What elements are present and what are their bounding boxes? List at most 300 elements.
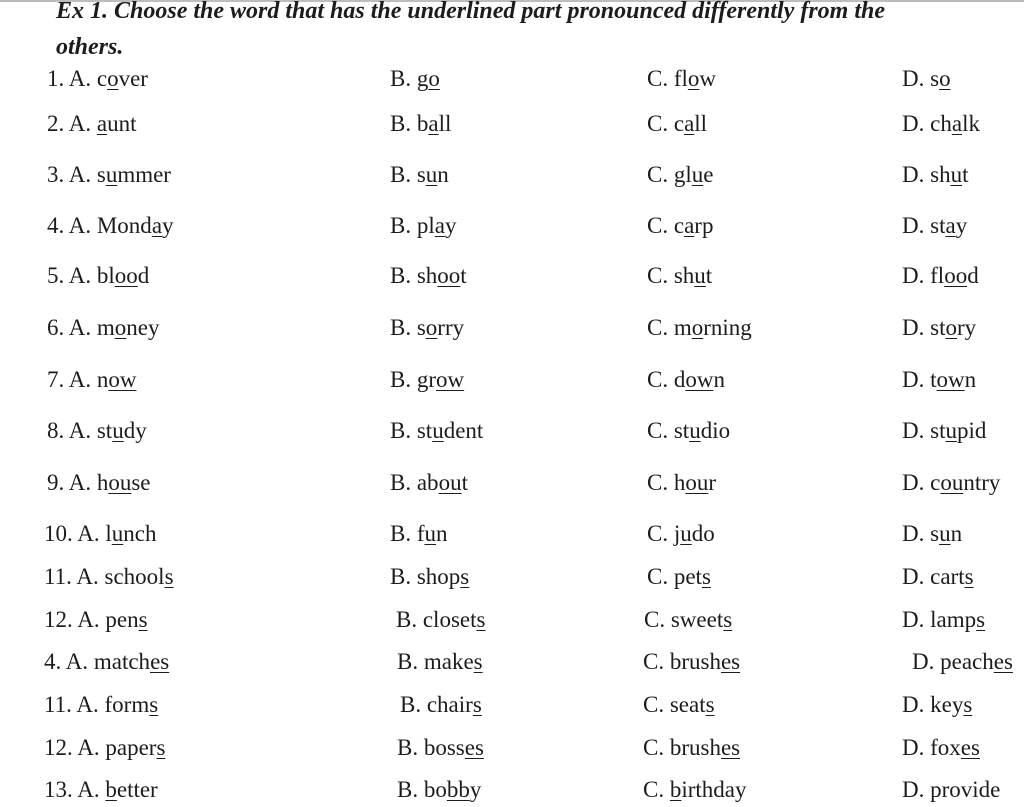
underlined-part: s	[701, 564, 711, 589]
option-b	[390, 414, 483, 448]
option-b	[390, 517, 448, 551]
option-b	[390, 158, 449, 192]
option-letter: B.	[390, 564, 412, 589]
word-part: e	[703, 162, 714, 187]
word-part: ch	[930, 111, 952, 136]
word-part: fox	[930, 735, 961, 760]
underlined-part: u	[424, 521, 437, 546]
option-d	[902, 414, 986, 448]
option-letter: B.	[390, 470, 412, 495]
option-letter: C.	[643, 692, 665, 717]
word-part: st	[673, 418, 690, 443]
word-part: nch	[123, 521, 157, 546]
option-letter: C.	[643, 649, 665, 674]
question-number: 5.	[47, 263, 65, 288]
option-a	[44, 731, 165, 765]
option-d	[902, 259, 979, 293]
word-part: t	[930, 367, 937, 392]
option-b	[390, 363, 464, 397]
question-number: 7.	[47, 367, 65, 392]
option-a	[47, 107, 136, 141]
option-letter: C.	[647, 367, 669, 392]
option-letter: A.	[68, 367, 92, 392]
option-d	[902, 517, 962, 551]
option-c	[647, 466, 716, 500]
underlined-part: s	[460, 564, 470, 589]
word-part: g	[416, 66, 429, 91]
word-part: ll	[438, 111, 452, 136]
word-part: form	[104, 692, 150, 717]
option-letter: D.	[902, 315, 925, 340]
option-letter: B.	[390, 66, 412, 91]
underlined-part: o	[428, 66, 440, 91]
option-letter: C.	[647, 162, 669, 187]
underlined-part: o	[945, 315, 957, 340]
word-part: d	[137, 263, 150, 288]
word-part: n	[950, 521, 963, 546]
option-letter: A.	[77, 521, 100, 546]
question-row	[0, 731, 1024, 765]
word-part: y	[162, 213, 174, 238]
option-letter: C.	[647, 564, 669, 589]
option-letter: D.	[902, 66, 925, 91]
option-c	[647, 259, 712, 293]
exercise-title-continued: others.	[56, 34, 124, 60]
word-part: rp	[694, 213, 714, 238]
word-part: w	[699, 66, 717, 91]
question-number: 2.	[47, 111, 65, 136]
word-part: etter	[116, 777, 158, 802]
option-c	[643, 688, 715, 722]
underlined-part: u	[950, 162, 963, 187]
option-d	[902, 107, 980, 141]
word-part: ry	[956, 315, 977, 340]
word-part: s	[96, 162, 106, 187]
underlined-part: s	[705, 692, 715, 717]
option-letter: A.	[65, 649, 89, 674]
word-part: lk	[962, 111, 980, 136]
word-part: s	[416, 315, 426, 340]
word-part: sh	[930, 162, 951, 187]
word-part: ver	[118, 66, 148, 91]
question-number: 3.	[47, 162, 65, 187]
word-part: c	[673, 111, 685, 136]
underlined-part: u	[112, 418, 124, 443]
question-number: 11.	[44, 692, 72, 717]
word-part: brush	[669, 649, 721, 674]
option-letter: A.	[76, 564, 99, 589]
underlined-part: es	[720, 649, 741, 674]
word-part: mmer	[117, 162, 171, 187]
option-d	[902, 688, 972, 722]
word-part: l	[105, 521, 112, 546]
word-part: ab	[416, 470, 439, 495]
option-letter: C.	[644, 607, 666, 632]
word-part: rry	[437, 315, 465, 340]
option-letter: D.	[902, 564, 925, 589]
option-letter: A.	[68, 162, 92, 187]
option-b	[397, 645, 483, 679]
underlined-part: ou	[940, 470, 964, 495]
underlined-part: b	[669, 777, 682, 802]
word-part: y	[444, 213, 457, 238]
option-letter: B.	[390, 111, 412, 136]
question-row	[0, 311, 1024, 345]
option-letter: D.	[902, 470, 925, 495]
question-number: 4.	[47, 213, 65, 238]
option-letter: B.	[397, 649, 419, 674]
option-a	[44, 517, 156, 551]
word-part: h	[96, 470, 109, 495]
question-row	[0, 560, 1024, 594]
underlined-part: s	[164, 564, 174, 589]
word-part: do	[691, 521, 715, 546]
option-b	[390, 259, 467, 293]
question-number: 11.	[44, 564, 72, 589]
word-part: pl	[416, 213, 435, 238]
option-a	[44, 560, 174, 594]
underlined-part: b	[105, 777, 117, 802]
option-letter: B.	[390, 162, 412, 187]
question-row	[0, 517, 1024, 551]
word-part: y	[955, 213, 968, 238]
question-row	[0, 603, 1024, 637]
word-part: chair	[426, 692, 473, 717]
underlined-part: a	[151, 213, 163, 238]
option-letter: C.	[647, 315, 669, 340]
option-letter: C.	[647, 213, 669, 238]
underlined-part: s	[473, 649, 483, 674]
word-part: gl	[673, 162, 692, 187]
underlined-part: u	[680, 521, 692, 546]
option-a	[47, 363, 136, 397]
underlined-part: u	[694, 263, 706, 288]
option-letter: B.	[390, 418, 412, 443]
word-part: n	[964, 367, 977, 392]
underlined-part: s	[149, 692, 159, 717]
word-part: c	[96, 66, 108, 91]
option-letter: C.	[643, 735, 665, 760]
option-a	[44, 773, 158, 807]
option-b	[390, 62, 440, 96]
word-part: y	[469, 777, 482, 802]
word-part: se	[131, 470, 151, 495]
underlined-part: u	[689, 418, 701, 443]
question-number: 1.	[47, 66, 65, 91]
option-letter: A.	[68, 418, 92, 443]
option-d	[902, 603, 985, 637]
option-letter: B.	[397, 777, 419, 802]
underlined-part: es	[720, 735, 741, 760]
word-part: Mond	[96, 213, 152, 238]
underlined-part: es	[464, 735, 484, 760]
word-part: ney	[126, 315, 160, 340]
option-b	[397, 773, 481, 807]
option-c	[647, 158, 713, 192]
question-row	[0, 62, 1024, 96]
option-d	[902, 731, 980, 765]
underlined-part: oo	[944, 263, 968, 288]
word-part: sweet	[670, 607, 724, 632]
option-c	[644, 603, 732, 637]
option-letter: D.	[902, 111, 925, 136]
word-part: irthday	[681, 777, 747, 802]
option-letter: B.	[390, 213, 412, 238]
option-c	[647, 311, 752, 345]
word-part: seat	[669, 692, 706, 717]
option-letter: A.	[77, 607, 100, 632]
option-c	[647, 414, 730, 448]
question-row	[0, 259, 1024, 293]
underlined-part: s	[138, 607, 148, 632]
option-letter: A.	[68, 315, 92, 340]
option-b	[390, 107, 451, 141]
underlined-part: u	[691, 162, 704, 187]
option-a	[47, 209, 174, 243]
question-number: 13.	[44, 777, 73, 802]
option-letter: A.	[68, 263, 92, 288]
question-number: 8.	[47, 418, 65, 443]
word-part: n	[713, 367, 725, 392]
word-part: s	[930, 521, 940, 546]
word-part: m	[96, 315, 115, 340]
option-a	[47, 414, 147, 448]
option-letter: D.	[902, 367, 925, 392]
word-part: fl	[673, 66, 688, 91]
word-part: t	[461, 470, 468, 495]
underlined-part: es	[960, 735, 980, 760]
underlined-part: o	[425, 315, 438, 340]
word-part: brush	[669, 735, 721, 760]
option-letter: A.	[76, 692, 99, 717]
question-row	[0, 414, 1024, 448]
word-part: n	[96, 367, 109, 392]
option-c	[647, 107, 707, 141]
option-d	[902, 62, 951, 96]
word-part: b	[416, 111, 429, 136]
option-a	[44, 645, 169, 679]
option-letter: B.	[400, 692, 422, 717]
underlined-part: a	[434, 213, 445, 238]
word-part: st	[930, 213, 946, 238]
underlined-part: a	[684, 111, 695, 136]
word-part: c	[930, 470, 941, 495]
option-letter: C.	[647, 66, 669, 91]
question-row	[0, 158, 1024, 192]
underlined-part: oo	[114, 263, 138, 288]
option-letter: C.	[647, 470, 669, 495]
underlined-part: u	[111, 521, 124, 546]
word-part: lamp	[930, 607, 977, 632]
question-row	[0, 466, 1024, 500]
underlined-part: ow	[108, 367, 137, 392]
underlined-part: s	[963, 692, 973, 717]
option-letter: C.	[647, 263, 669, 288]
underlined-part: o	[107, 66, 119, 91]
underlined-part: s	[976, 607, 986, 632]
underlined-part: o	[114, 315, 127, 340]
word-part: dy	[123, 418, 147, 443]
word-part: provide	[930, 777, 1001, 802]
word-part: shop	[416, 564, 461, 589]
underlined-part: u	[105, 162, 118, 187]
option-d	[902, 773, 1000, 807]
word-part: ll	[694, 111, 708, 136]
option-letter: B.	[396, 607, 418, 632]
question-number: 12.	[44, 607, 73, 632]
option-letter: B.	[390, 315, 412, 340]
word-part: pid	[956, 418, 987, 443]
word-part: st	[930, 315, 946, 340]
word-part: bl	[96, 263, 115, 288]
option-letter: B.	[390, 367, 412, 392]
option-letter: D.	[902, 418, 925, 443]
underlined-part: ow	[685, 367, 714, 392]
word-part: boss	[423, 735, 465, 760]
option-d	[902, 363, 976, 397]
option-b	[390, 466, 468, 500]
option-b	[400, 688, 482, 722]
option-c	[643, 773, 747, 807]
option-c	[647, 517, 715, 551]
underlined-part: bb	[446, 777, 470, 802]
option-a	[47, 466, 151, 500]
underlined-part: s	[723, 607, 733, 632]
word-part: n	[437, 162, 449, 187]
word-part: bo	[423, 777, 447, 802]
word-part: n	[436, 521, 448, 546]
option-letter: A.	[68, 470, 92, 495]
underlined-part: u	[432, 418, 444, 443]
option-letter: D.	[912, 649, 935, 674]
underlined-part: a	[428, 111, 439, 136]
option-d	[902, 311, 976, 345]
underlined-part: o	[691, 315, 704, 340]
option-letter: A.	[68, 66, 92, 91]
word-part: st	[930, 418, 946, 443]
underlined-part: a	[945, 213, 956, 238]
option-d	[902, 158, 968, 192]
option-c	[643, 645, 740, 679]
option-d	[912, 645, 1013, 679]
option-c	[647, 363, 725, 397]
option-letter: D.	[902, 521, 925, 546]
option-a	[47, 62, 148, 96]
word-part: s	[416, 162, 426, 187]
option-b	[397, 731, 484, 765]
word-part: j	[673, 521, 681, 546]
word-part: d	[673, 367, 686, 392]
underlined-part: ow	[936, 367, 965, 392]
option-c	[647, 209, 713, 243]
option-letter: D.	[902, 735, 925, 760]
underlined-part: a	[684, 213, 695, 238]
underlined-part: ou	[108, 470, 132, 495]
underlined-part: s	[476, 607, 486, 632]
option-d	[902, 209, 967, 243]
underlined-part: s	[964, 564, 974, 589]
underlined-part: u	[939, 521, 951, 546]
question-number: 9.	[47, 470, 65, 495]
option-letter: C.	[647, 521, 669, 546]
word-part: paper	[105, 735, 157, 760]
option-letter: A.	[68, 213, 92, 238]
underlined-part: u	[945, 418, 957, 443]
question-number: 10.	[44, 521, 73, 546]
word-part: d	[967, 263, 979, 288]
word-part: c	[673, 213, 685, 238]
option-letter: C.	[643, 777, 665, 802]
word-part: cart	[930, 564, 965, 589]
word-part: pet	[673, 564, 702, 589]
question-row	[0, 209, 1024, 243]
option-letter: D.	[902, 213, 925, 238]
word-part: dent	[443, 418, 484, 443]
word-part: h	[673, 470, 686, 495]
option-a	[44, 603, 148, 637]
word-part: r	[708, 470, 717, 495]
word-part: ntry	[963, 470, 1001, 495]
option-letter: C.	[647, 111, 669, 136]
word-part: rning	[703, 315, 752, 340]
word-part: sh	[416, 263, 438, 288]
word-part: key	[930, 692, 964, 717]
word-part: t	[460, 263, 467, 288]
option-letter: D.	[902, 607, 925, 632]
option-a	[47, 158, 171, 192]
option-letter: B.	[390, 521, 412, 546]
word-part: f	[416, 521, 425, 546]
option-letter: A.	[77, 777, 100, 802]
question-number: 4.	[44, 649, 62, 674]
option-b	[390, 560, 469, 594]
option-a	[47, 259, 149, 293]
word-part: peach	[940, 649, 994, 674]
option-c	[643, 731, 740, 765]
word-part: m	[673, 315, 692, 340]
option-letter: D.	[902, 692, 925, 717]
underlined-part: o	[939, 66, 951, 91]
option-letter: D.	[902, 263, 925, 288]
underlined-part: oo	[437, 263, 461, 288]
option-d	[902, 560, 974, 594]
option-b	[396, 603, 485, 637]
word-part: pen	[105, 607, 139, 632]
option-letter: A.	[68, 111, 92, 136]
word-part: match	[93, 649, 151, 674]
word-part: fl	[930, 263, 945, 288]
underlined-part: u	[425, 162, 438, 187]
option-a	[44, 688, 158, 722]
question-number: 6.	[47, 315, 65, 340]
option-letter: B.	[397, 735, 419, 760]
word-part: dio	[700, 418, 731, 443]
word-part: school	[104, 564, 165, 589]
word-part: sh	[673, 263, 695, 288]
underlined-part: ou	[438, 470, 462, 495]
word-part: st	[416, 418, 433, 443]
word-part: gr	[416, 367, 437, 392]
question-row	[0, 688, 1024, 722]
option-c	[647, 560, 711, 594]
question-row	[0, 773, 1024, 807]
underlined-part: a	[951, 111, 963, 136]
question-row	[0, 107, 1024, 141]
word-part: t	[962, 162, 969, 187]
option-letter: D.	[902, 162, 925, 187]
underlined-part: s	[472, 692, 482, 717]
option-a	[47, 311, 159, 345]
